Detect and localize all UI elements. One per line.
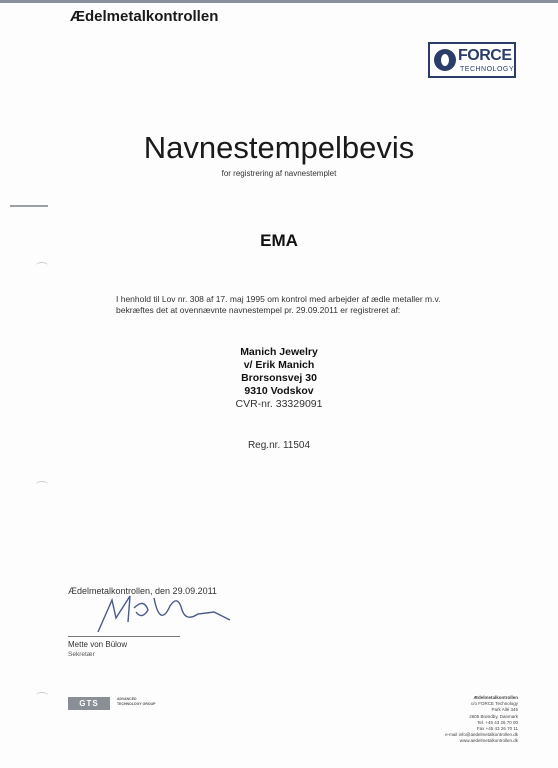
body-line-2: bekræftes det at ovennævnte navnestempel pr. 29.09.2011 er registreret af: xyxy=(116,305,401,315)
registration-number: Reg.nr. 11504 xyxy=(247,440,311,451)
gts-text: ADVANCED TECHNOLOGY GROUP xyxy=(117,697,156,706)
registrant-cvr: CVR-nr. 33329091 xyxy=(235,398,323,410)
gts-logo: GTS xyxy=(68,697,110,710)
signer-name: Mette von Bülow xyxy=(68,640,128,649)
certificate-subtitle: for registrering af navnestemplet xyxy=(221,169,337,178)
top-rule xyxy=(0,0,558,3)
signature-line xyxy=(68,636,180,637)
punch-hole-icon xyxy=(36,692,48,699)
certificate-body xyxy=(116,294,476,316)
stamp-name: EMA xyxy=(260,231,298,250)
handwritten-signature xyxy=(90,588,240,634)
body-line-1: I henhold til Lov nr. 308 af 17. maj 1995 om kontrol med arbejder af ædle metaller m.v. xyxy=(116,294,441,304)
signer-role: Sekretær xyxy=(68,651,95,658)
binder-rule xyxy=(10,205,48,207)
footer-contact: Ædelmetalkontrollen c/o FORCE Technology Park Allé 345 2605 Brøndby, Danmark Tel. +45 43 26 70 00 Fax +45 43 26 70 11 e-mail info@aedelmetalkontrollen.dk www.aedelmetalkontrollen.dk xyxy=(445,695,518,744)
registrant-company: Manich Jewelry xyxy=(240,346,318,358)
registrant-street: Brorsonsvej 30 xyxy=(241,372,317,384)
registrant-address xyxy=(0,346,558,411)
place-date: Ædelmetalkontrollen, den 29.09.2011 xyxy=(68,586,217,596)
force-logo-mark-icon xyxy=(434,49,456,71)
registrant-contact: v/ Erik Manich xyxy=(243,359,315,371)
punch-hole-icon xyxy=(36,481,48,488)
logo-word: FORCE xyxy=(458,47,512,64)
registrant-city: 9310 Vodskov xyxy=(244,385,314,397)
certificate-title: Navnestempelbevis xyxy=(143,130,415,165)
force-technology-logo xyxy=(428,42,516,78)
org-header: Ædelmetalkontrollen xyxy=(70,8,219,25)
punch-hole-icon xyxy=(36,262,48,269)
logo-sub: TECHNOLOGY xyxy=(460,66,515,73)
